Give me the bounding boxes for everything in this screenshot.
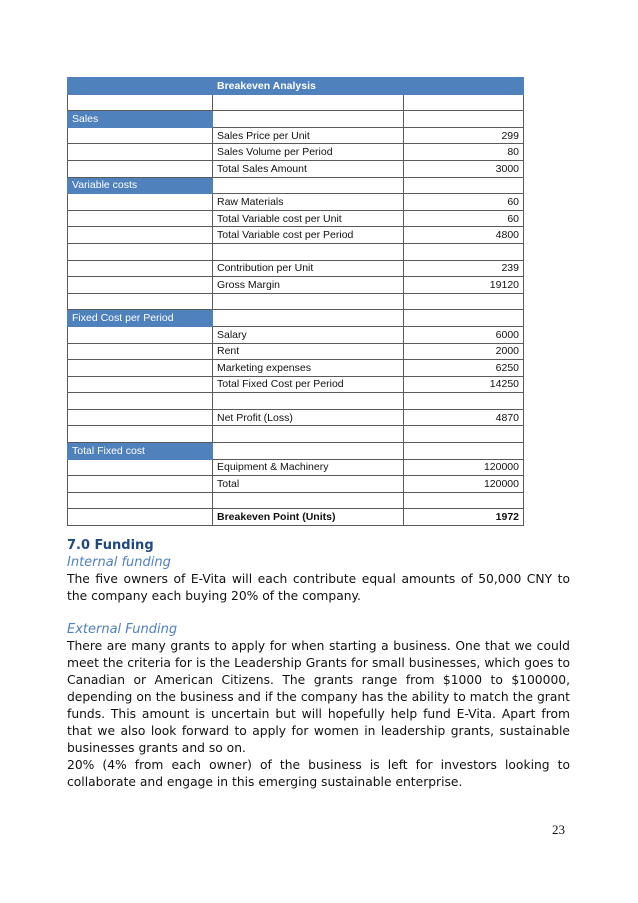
table-row xyxy=(68,326,524,343)
row-category-cell xyxy=(68,94,213,111)
row-category-cell xyxy=(68,343,213,360)
table-row xyxy=(68,277,524,294)
row-value-cell: 120000 xyxy=(404,476,524,493)
row-category-cell xyxy=(68,492,213,509)
table-row xyxy=(68,393,524,410)
row-category-cell xyxy=(68,127,213,144)
row-value-cell xyxy=(404,492,524,509)
table-row xyxy=(68,243,524,260)
table-row xyxy=(68,459,524,476)
section-heading: 7.0 Funding xyxy=(67,538,154,553)
row-label-cell xyxy=(213,393,404,410)
row-category-cell xyxy=(68,293,213,310)
table-row xyxy=(68,476,524,493)
row-value-cell xyxy=(404,111,524,128)
row-category-cell xyxy=(68,393,213,410)
row-category-cell xyxy=(68,509,213,526)
row-value-cell: 60 xyxy=(404,210,524,227)
row-value-cell: 239 xyxy=(404,260,524,277)
table-row xyxy=(68,227,524,244)
breakeven-analysis-table xyxy=(67,77,524,526)
row-value-cell: 2000 xyxy=(404,343,524,360)
table-row xyxy=(68,260,524,277)
table-row xyxy=(68,293,524,310)
row-value-cell xyxy=(404,310,524,327)
table-row xyxy=(68,144,524,161)
row-label-cell: Total Variable cost per Period xyxy=(213,227,404,244)
table-row xyxy=(68,443,524,460)
row-label-cell xyxy=(213,94,404,111)
table-row xyxy=(68,376,524,393)
row-value-cell: 299 xyxy=(404,127,524,144)
row-value-cell: 19120 xyxy=(404,277,524,294)
table-row xyxy=(68,127,524,144)
row-label-cell: Net Profit (Loss) xyxy=(213,409,404,426)
row-value-cell xyxy=(404,393,524,410)
row-label-cell: Contribution per Unit xyxy=(213,260,404,277)
table-header-row xyxy=(68,78,524,95)
row-value-cell xyxy=(404,78,524,95)
row-category-cell xyxy=(68,194,213,211)
row-label-cell xyxy=(213,426,404,443)
investors-text: 20% (4% from each owner) of the business is left for investors looking to collaborate and engage in this emerging sustainable enterprise. xyxy=(67,758,570,789)
row-label-cell xyxy=(213,111,404,128)
row-category-cell xyxy=(68,260,213,277)
row-value-cell xyxy=(404,177,524,194)
row-value-cell xyxy=(404,293,524,310)
table-row xyxy=(68,492,524,509)
table-row xyxy=(68,409,524,426)
table-row xyxy=(68,94,524,111)
row-label-cell xyxy=(213,293,404,310)
row-value-cell: 4870 xyxy=(404,409,524,426)
row-category-cell xyxy=(68,376,213,393)
row-category-cell xyxy=(68,326,213,343)
row-label-cell: Rent xyxy=(213,343,404,360)
row-label-cell xyxy=(213,243,404,260)
row-value-cell: 14250 xyxy=(404,376,524,393)
row-label-cell: Total Variable cost per Unit xyxy=(213,210,404,227)
row-label-cell: Breakeven Analysis xyxy=(213,78,404,95)
external-funding-heading: External Funding xyxy=(67,622,178,637)
table-row xyxy=(68,111,524,128)
row-label-cell: Raw Materials xyxy=(213,194,404,211)
row-category-cell: Variable costs xyxy=(68,177,213,194)
row-category-cell xyxy=(68,459,213,476)
row-value-cell: 80 xyxy=(404,144,524,161)
table-row xyxy=(68,177,524,194)
external-funding-text: There are many grants to apply for when starting a business. One that we could meet the criteria for is the Leadership Grants for small businesses, which goes to Canadian or American Citizens. The grants range from $1000 to $100000, depending on the business and if the company has the ability to match the grant funds. This amount is uncertain but will hopefully help fund E-Vita. Apart from that we also look forward to apply for women in leadership grants, sustainable businesses grants and so on. xyxy=(67,639,570,755)
row-label-cell: Marketing expenses xyxy=(213,360,404,377)
row-value-cell: 1972 xyxy=(404,509,524,526)
row-label-cell: Gross Margin xyxy=(213,277,404,294)
table-row xyxy=(68,343,524,360)
row-category-cell xyxy=(68,476,213,493)
internal-funding-text: The five owners of E-Vita will each contribute equal amounts of 50,000 CNY to the company each buying 20% of the company. xyxy=(67,572,570,603)
row-category-cell xyxy=(68,277,213,294)
page-number: 23 xyxy=(552,822,565,837)
table-row xyxy=(68,194,524,211)
row-label-cell xyxy=(213,177,404,194)
row-value-cell xyxy=(404,94,524,111)
row-category-cell xyxy=(68,243,213,260)
row-category-cell xyxy=(68,210,213,227)
row-value-cell xyxy=(404,426,524,443)
table-row xyxy=(68,310,524,327)
row-category-cell: Total Fixed cost xyxy=(68,443,213,460)
table-row xyxy=(68,426,524,443)
row-value-cell: 4800 xyxy=(404,227,524,244)
table-row xyxy=(68,509,524,526)
row-label-cell xyxy=(213,310,404,327)
row-label-cell: Total xyxy=(213,476,404,493)
row-value-cell: 60 xyxy=(404,194,524,211)
row-category-cell xyxy=(68,78,213,95)
row-label-cell xyxy=(213,443,404,460)
row-category-cell xyxy=(68,409,213,426)
row-label-cell: Total Sales Amount xyxy=(213,160,404,177)
internal-funding-heading: Internal funding xyxy=(67,555,171,570)
row-label-cell: Sales Price per Unit xyxy=(213,127,404,144)
row-label-cell: Salary xyxy=(213,326,404,343)
row-label-cell: Breakeven Point (Units) xyxy=(213,509,404,526)
funding-section xyxy=(67,537,570,791)
row-category-cell xyxy=(68,360,213,377)
row-value-cell xyxy=(404,443,524,460)
row-label-cell: Total Fixed Cost per Period xyxy=(213,376,404,393)
row-category-cell xyxy=(68,160,213,177)
row-label-cell: Equipment & Machinery xyxy=(213,459,404,476)
table-row xyxy=(68,160,524,177)
row-value-cell: 3000 xyxy=(404,160,524,177)
row-category-cell xyxy=(68,426,213,443)
row-value-cell: 6250 xyxy=(404,360,524,377)
table-row xyxy=(68,360,524,377)
row-category-cell: Sales xyxy=(68,111,213,128)
row-label-cell xyxy=(213,492,404,509)
row-category-cell xyxy=(68,144,213,161)
row-category-cell: Fixed Cost per Period xyxy=(68,310,213,327)
row-label-cell: Sales Volume per Period xyxy=(213,144,404,161)
row-value-cell: 6000 xyxy=(404,326,524,343)
table-row xyxy=(68,210,524,227)
row-value-cell: 120000 xyxy=(404,459,524,476)
row-value-cell xyxy=(404,243,524,260)
row-category-cell xyxy=(68,227,213,244)
